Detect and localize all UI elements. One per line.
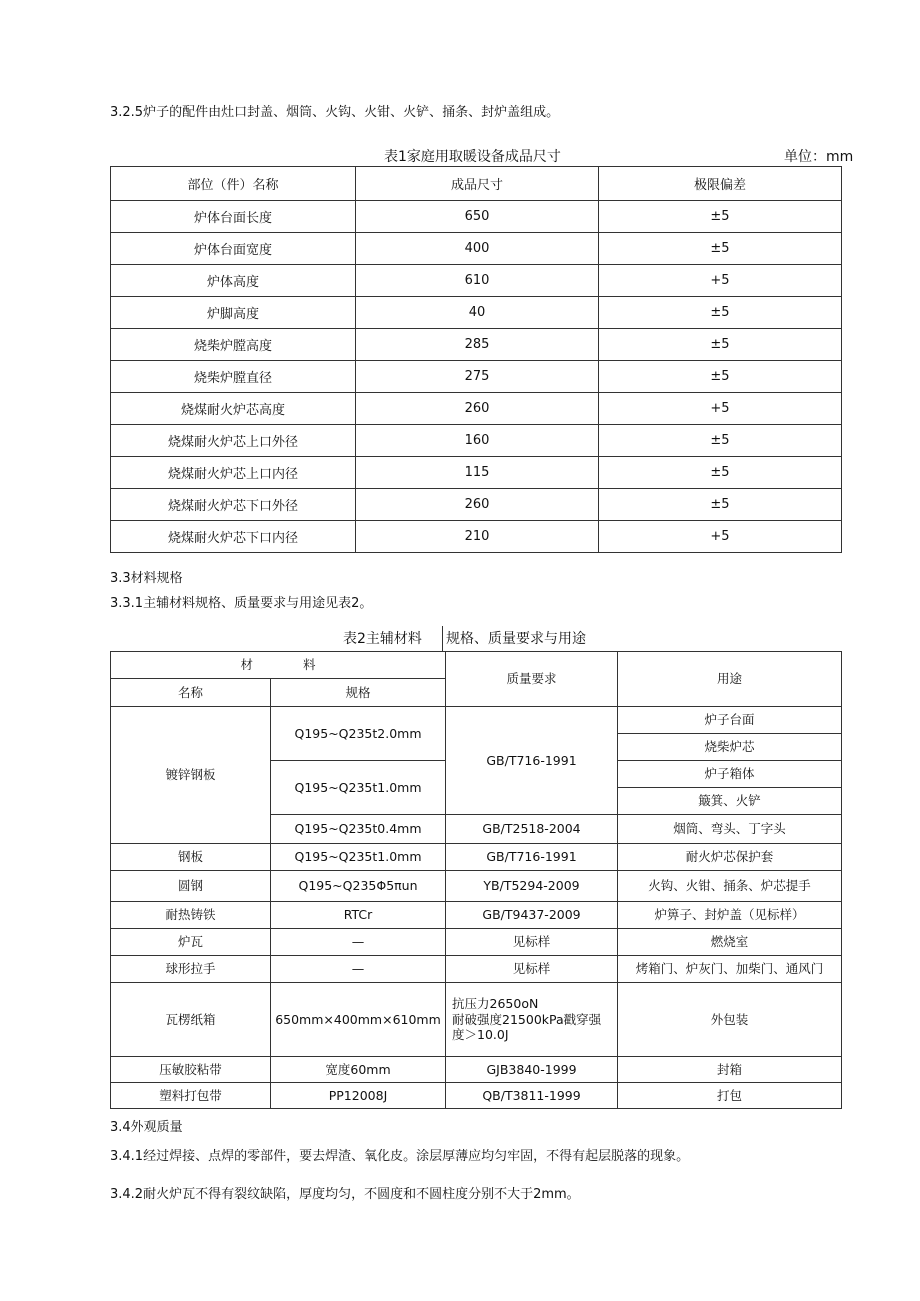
table2-cell: 钢板: [111, 844, 271, 871]
galv-use-1: 炉子台面: [618, 707, 842, 734]
table1-cell: 炉脚高度: [111, 297, 356, 329]
table1-unit: 单位：mm: [784, 149, 854, 165]
galv-use-2: 烧柴炉芯: [618, 734, 842, 761]
header-name: 名称: [111, 679, 271, 707]
table1-caption: 表1家庭用取暖设备成品尺寸: [384, 149, 561, 165]
table1-header-cell: 部位（件）名称: [111, 167, 356, 201]
table1-row: [111, 297, 842, 329]
header-material: 材 料: [111, 652, 446, 679]
carton-quality: [446, 983, 618, 1057]
table2-cell: QB/T3811-1999: [446, 1083, 618, 1109]
table1-finished-dimensions: [110, 166, 842, 553]
table1-header-cell: 成品尺寸: [356, 167, 599, 201]
table2-caption-a: 表2主辅材料: [343, 631, 422, 647]
header-spec: 规格: [271, 679, 446, 707]
table1-row: [111, 521, 842, 553]
galv-spec-2: Q195~Q235t1.0mm: [271, 761, 446, 815]
table1-row: [111, 425, 842, 457]
paragraph-3-2-5: 3.2.5炉子的配件由灶口封盖、烟筒、火钩、火钳、火铲、捅条、封炉盖组成。: [110, 105, 560, 120]
table1-cell: 210: [356, 521, 599, 553]
table1-row: [111, 489, 842, 521]
table1-cell: ±5: [599, 233, 842, 265]
table1-row: [111, 265, 842, 297]
galv-use-4: 簸箕、火铲: [618, 788, 842, 815]
table1-cell: +5: [599, 521, 842, 553]
table2-cell: 打包: [618, 1083, 842, 1109]
table2-cell: GB/T716-1991: [446, 844, 618, 871]
table2-cell: Q195~Q235Φ5πun: [271, 871, 446, 902]
table2-cell: GB/T9437-2009: [446, 902, 618, 929]
table1-cell: 烧煤耐火炉芯下口内径: [111, 521, 356, 553]
paragraph-3-4-2: 3.4.2耐火炉瓦不得有裂纹缺陷，厚度均匀，不圆度和不圆柱度分别不大于2mm。: [110, 1187, 580, 1202]
galv-spec-3: Q195~Q235t0.4mm: [271, 815, 446, 844]
table2-cell: 塑料打包带: [111, 1083, 271, 1109]
table1-cell: ±5: [599, 201, 842, 233]
table1-cell: 烧煤耐火炉芯上口外径: [111, 425, 356, 457]
table2-cell: 球形拉手: [111, 956, 271, 983]
table1-row: [111, 201, 842, 233]
table2-cell: 耐热铸铁: [111, 902, 271, 929]
table2-cell: 封箱: [618, 1057, 842, 1083]
table1-cell: 285: [356, 329, 599, 361]
carton-name: 瓦楞纸箱: [111, 983, 271, 1057]
table1-row: [111, 393, 842, 425]
table1-cell: ±5: [599, 297, 842, 329]
table1-cell: 烧煤耐火炉芯上口内径: [111, 457, 356, 489]
table2-row: [111, 1057, 842, 1083]
paragraph-3-4-1: 3.4.1经过焊接、点焊的零部件，要去焊渣、氧化皮。涂层厚薄应均匀牢固，不得有起层脱落的现象。: [110, 1149, 690, 1164]
table1-cell: 650: [356, 201, 599, 233]
table1-cell: 40: [356, 297, 599, 329]
table1-cell: 炉体台面长度: [111, 201, 356, 233]
table2-cell: 见标样: [446, 956, 618, 983]
galv-quality-3: GB/T2518-2004: [446, 815, 618, 844]
galv-use-3: 炉子箱体: [618, 761, 842, 788]
table2-cell: YB/T5294-2009: [446, 871, 618, 902]
table1-cell: 炉体台面宽度: [111, 233, 356, 265]
table2-cell: 宽度60mm: [271, 1057, 446, 1083]
header-quality: 质量要求: [446, 652, 618, 707]
table1-cell: 160: [356, 425, 599, 457]
table1-cell: ±5: [599, 425, 842, 457]
table2-materials: [110, 651, 842, 1109]
carton-use: 外包装: [618, 983, 842, 1057]
table1-cell: +5: [599, 265, 842, 297]
table2-caption-b: 规格、质量要求与用途: [446, 631, 586, 647]
carton-quality-line-2: 耐破强度21500kPa戳穿强: [452, 1011, 602, 1027]
table1-cell: 610: [356, 265, 599, 297]
table2-cell: 燃烧室: [618, 929, 842, 956]
carton-quality-line-1: 抗压力2650oN: [452, 996, 539, 1012]
table1-cell: ±5: [599, 489, 842, 521]
table2-row: [111, 902, 842, 929]
table1-cell: 115: [356, 457, 599, 489]
table1-cell: 260: [356, 489, 599, 521]
table2-cell: PP12008J: [271, 1083, 446, 1109]
table1-cell: 275: [356, 361, 599, 393]
galv-spec-1: Q195~Q235t2.0mm: [271, 707, 446, 761]
table2-cell: 火钩、火钳、捅条、炉芯提手: [618, 871, 842, 902]
table2-cell: 见标样: [446, 929, 618, 956]
table2-cell: —: [271, 956, 446, 983]
table1-cell: ±5: [599, 329, 842, 361]
table1-cell: +5: [599, 393, 842, 425]
table2-row: [111, 844, 842, 871]
table2-cell: 圆钢: [111, 871, 271, 902]
header-use: 用途: [618, 652, 842, 707]
table1-row: [111, 457, 842, 489]
table1-cell: 烧柴炉膛高度: [111, 329, 356, 361]
table2-cell: 炉箅子、封炉盖（见标样）: [618, 902, 842, 929]
table2-cell: 炉瓦: [111, 929, 271, 956]
table2-cell: GJB3840-1999: [446, 1057, 618, 1083]
carton-quality-line-3: 度＞10.0J: [452, 1027, 509, 1043]
table1-cell: 400: [356, 233, 599, 265]
caption-divider: [442, 626, 443, 651]
table1-cell: 烧煤耐火炉芯高度: [111, 393, 356, 425]
table2-row: [111, 956, 842, 983]
carton-spec: 650mm×400mm×610mm: [271, 983, 446, 1057]
galv-use-5: 烟筒、弯头、丁字头: [618, 815, 842, 844]
paragraph-3-3-1: 3.3.1主辅材料规格、质量要求与用途见表2。: [110, 596, 373, 611]
table1-cell: 烧柴炉膛直径: [111, 361, 356, 393]
table2-cell: —: [271, 929, 446, 956]
table1-cell: 烧煤耐火炉芯下口外径: [111, 489, 356, 521]
table1-row: [111, 361, 842, 393]
table2-row: [111, 929, 842, 956]
table2-cell: RTCr: [271, 902, 446, 929]
table1-header-row: [111, 167, 842, 201]
table2-cell: 耐火炉芯保护套: [618, 844, 842, 871]
table1-cell: 炉体高度: [111, 265, 356, 297]
table2-row: [111, 1083, 842, 1109]
section-3-3-title: 3.3材料规格: [110, 571, 183, 586]
galv-quality-1: GB/T716-1991: [446, 707, 618, 815]
table1-header-cell: 极限偏差: [599, 167, 842, 201]
table2-cell: Q195~Q235t1.0mm: [271, 844, 446, 871]
table1-cell: ±5: [599, 457, 842, 489]
table2-cell: 烤箱门、炉灰门、加柴门、通风门: [618, 956, 842, 983]
table1-cell: 260: [356, 393, 599, 425]
table1-cell: ±5: [599, 361, 842, 393]
table1-row: [111, 233, 842, 265]
section-3-4-title: 3.4外观质量: [110, 1120, 183, 1135]
table2-cell: 压敏胶粘带: [111, 1057, 271, 1083]
table2-row: [111, 871, 842, 902]
galv-name: 镀锌钢板: [111, 707, 271, 844]
table1-row: [111, 329, 842, 361]
